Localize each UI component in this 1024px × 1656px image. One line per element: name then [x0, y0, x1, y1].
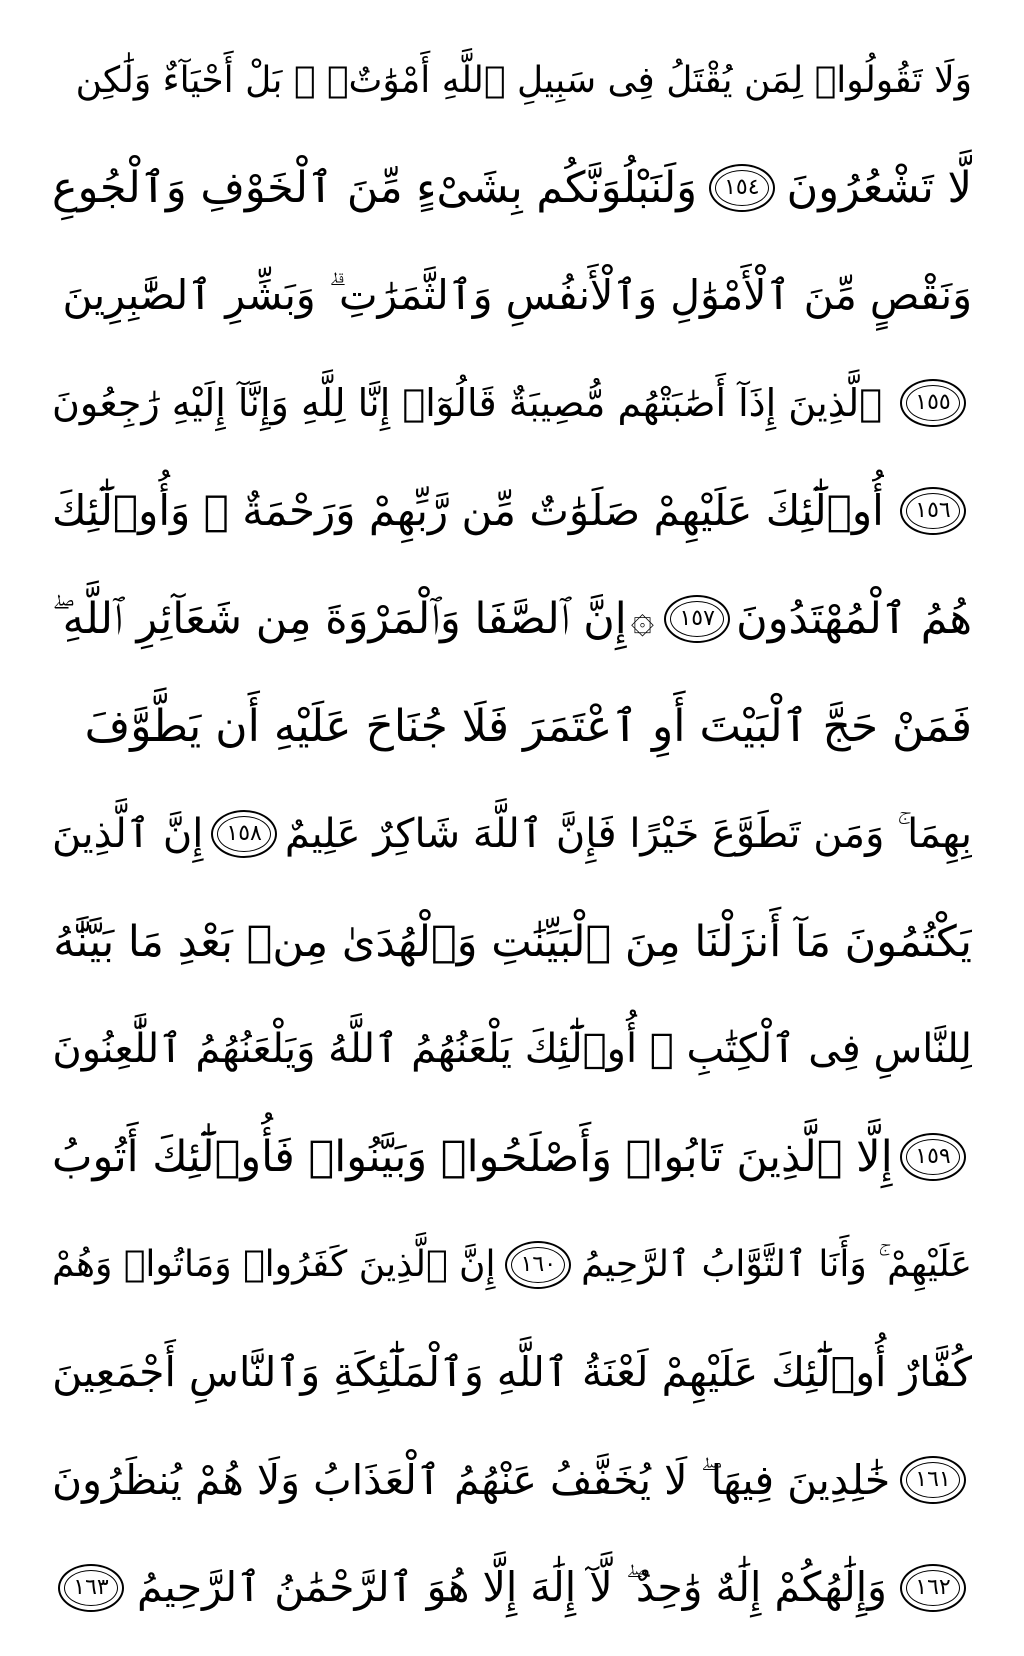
ayah-number-marker	[664, 595, 730, 643]
ayah-number-marker	[900, 1456, 966, 1504]
verse-text: إِلَّا ٱلَّذِينَ تَابُوا۟ وَأَصْلَحُوا۟ وَبَيَّنُوا۟ فَأُو۟لَٰٓئِكَ أَتُوبُ	[52, 1132, 893, 1183]
verse-lines	[52, 34, 972, 1634]
verse-text: أُو۟لَٰٓئِكَ عَلَيْهِمْ صَلَوَٰتٌ مِّن رَّبِّهِمْ وَرَحْمَةٌ ۖ وَأُو۟لَٰٓئِكَ	[52, 486, 884, 536]
verse-line	[52, 249, 972, 341]
ayah-number-marker	[505, 1241, 571, 1289]
verse-line	[52, 1542, 972, 1634]
ayah-number: ١٥٦	[915, 497, 951, 523]
verse-text: يَكْتُمُونَ مَآ أَنزَلْنَا مِنَ ٱلْبَيِّنَٰتِ وَٱلْهُدَىٰ مِنۢ بَعْدِ مَا بَيَّنَّٰهُ	[53, 916, 972, 967]
verse-line	[52, 680, 972, 772]
verse-text: لِلنَّاسِ فِى ٱلْكِتَٰبِ ۙ أُو۟لَٰٓئِكَ يَلْعَنُهُمُ ٱللَّهُ وَيَلْعَنُهُمُ ٱللَّٰعِنُونَ	[52, 1026, 972, 1073]
ayah-number: ١٥٥	[915, 390, 951, 416]
ayah-number: ١٦٢	[915, 1574, 951, 1600]
rub-el-hizb-icon: ۞	[630, 595, 655, 642]
verse-text: وَإِلَٰهُكُمْ إِلَٰهٌ وَٰحِدٌ ۖ لَّآ إِلَٰهَ إِلَّا هُوَ ٱلرَّحْمَٰنُ ٱلرَّحِيمُ	[137, 1563, 887, 1612]
verse-line	[52, 1111, 972, 1203]
verse-line	[52, 357, 972, 449]
verse-text: وَنَقْصٍ مِّنَ ٱلْأَمْوَٰلِ وَٱلْأَنفُسِ وَٱلثَّمَرَٰتِ ۗ وَبَشِّرِ ٱلصَّٰبِرِينَ	[62, 270, 972, 319]
verse-line	[52, 896, 972, 988]
verse-text: عَلَيْهِمْ ۚ وَأَنَا ٱلتَّوَّابُ ٱلرَّحِيمُ	[581, 1243, 972, 1285]
verse-line	[52, 1003, 972, 1095]
verse-text: كُفَّارٌ أُو۟لَٰٓئِكَ عَلَيْهِمْ لَعْنَةُ ٱللَّهِ وَٱلْمَلَٰٓئِكَةِ وَٱلنَّاسِ أَجْمَعِينَ	[52, 1348, 972, 1397]
ayah-number: ١٦٣	[73, 1574, 109, 1600]
verse-text: إِنَّ ٱلصَّفَا وَٱلْمَرْوَةَ مِن شَعَآئِرِ ٱللَّهِ ۖ	[52, 593, 627, 644]
ayah-number: ١٥٩	[915, 1144, 951, 1170]
verse-text: هُمُ ٱلْمُهْتَدُونَ	[736, 593, 972, 644]
verse-text: ٱلَّذِينَ إِذَآ أَصَٰبَتْهُم مُّصِيبَةٌ قَالُوٓا۟ إِنَّا لِلَّهِ وَإِنَّآ إِلَيْهِ رَٰجِعُونَ	[52, 381, 883, 426]
verse-line	[52, 1326, 972, 1418]
ayah-number-marker	[900, 487, 966, 535]
verse-line	[52, 142, 972, 234]
ayah-number-marker	[900, 379, 966, 427]
verse-line	[52, 465, 972, 557]
verse-line	[52, 34, 972, 126]
ayah-number: ١٥٧	[679, 605, 715, 631]
verse-line	[52, 573, 972, 665]
verse-text: إِنَّ ٱلَّذِينَ كَفَرُوا۟ وَمَاتُوا۟ وَهُمْ	[52, 1244, 496, 1286]
verse-line	[52, 1434, 972, 1526]
ayah-number-marker	[211, 810, 277, 858]
ayah-number: ١٥٤	[724, 174, 760, 200]
ayah-number: ١٦١	[915, 1467, 951, 1493]
ayah-number-marker	[900, 1564, 966, 1612]
ayah-number-marker	[58, 1564, 124, 1612]
ayah-number-marker	[709, 164, 775, 212]
verse-text: لَّا تَشْعُرُونَ	[786, 162, 972, 213]
verse-line	[52, 1219, 972, 1311]
verse-text: إِنَّ ٱلَّذِينَ	[52, 810, 204, 857]
verse-text: خَٰلِدِينَ فِيهَا ۖ لَا يُخَفَّفُ عَنْهُمُ ٱلْعَذَابُ وَلَا هُمْ يُنظَرُونَ	[52, 1455, 891, 1504]
verse-text: بِهِمَا ۚ وَمَن تَطَوَّعَ خَيْرًا فَإِنَّ ٱللَّهَ شَاكِرٌ عَلِيمٌ	[284, 810, 972, 857]
verse-line	[52, 788, 972, 880]
ayah-number-marker	[900, 1133, 966, 1181]
verse-text: وَلَنَبْلُوَنَّكُم بِشَىْءٍ مِّنَ ٱلْخَوْفِ وَٱلْجُوعِ	[52, 162, 697, 213]
verse-text: وَلَا تَقُولُوا۟ لِمَن يُقْتَلُ فِى سَبِيلِ ٱللَّهِ أَمْوَٰتٌۢ ۚ بَلْ أَحْيَآءٌ وَلَٰكِن	[75, 59, 972, 101]
ayah-number: ١٦٠	[520, 1251, 557, 1277]
ayah-number: ١٥٨	[226, 820, 262, 846]
verse-text: فَمَنْ حَجَّ ٱلْبَيْتَ أَوِ ٱعْتَمَرَ فَلَا جُنَاحَ عَلَيْهِ أَن يَطَّوَّفَ	[84, 700, 972, 752]
